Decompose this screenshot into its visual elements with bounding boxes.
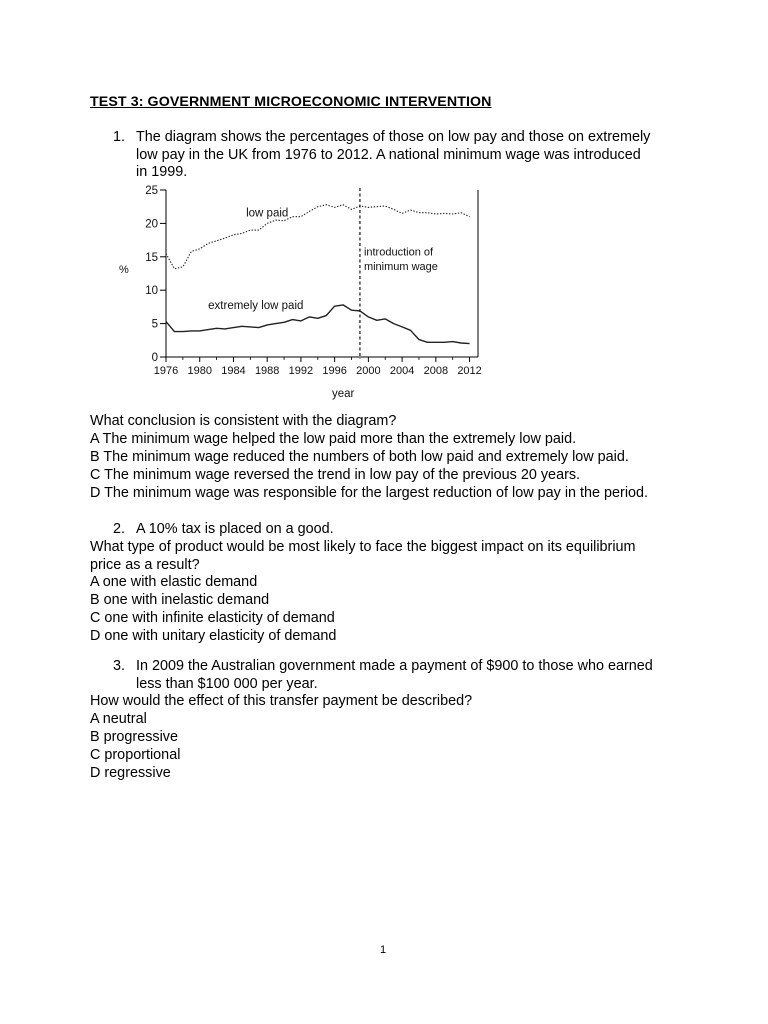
answer-option-a: A The minimum wage helped the low paid more than the extremely low paid. (90, 431, 577, 447)
question-prompt: price as a result? (90, 557, 200, 573)
series-label-extremely-low-paid: extremely low paid (208, 299, 304, 312)
annotation-label: minimum wage (363, 261, 438, 274)
question-prompt: What conclusion is consistent with the diagram? (90, 413, 397, 429)
x-tick-label: 1996 (322, 365, 347, 377)
x-tick-label: 1988 (254, 365, 280, 377)
answer-option-b: B The minimum wage reduced the numbers of both low paid and extremely low paid. (90, 449, 629, 465)
question-text-line: A 10% tax is placed on a good. (136, 521, 334, 537)
y-axis-label: % (119, 263, 129, 276)
question-text-line: The diagram shows the percentages of those on low pay and those on extremely (136, 129, 651, 145)
x-tick-label: 2000 (356, 365, 381, 377)
question-number: 3. (113, 658, 126, 674)
answer-option-a: A one with elastic demand (90, 574, 258, 590)
annotation-label: introduction of (363, 246, 434, 259)
question-text-line: low pay in the UK from 1976 to 2012. A national minimum wage was introduced (136, 146, 641, 163)
x-tick-label: 1984 (221, 365, 246, 377)
answer-option-b: B progressive (90, 729, 178, 745)
question-number: 2. (113, 521, 126, 537)
x-tick-label: 1976 (153, 365, 179, 377)
y-tick-label: 20 (145, 218, 158, 231)
answer-option-a: A neutral (90, 711, 147, 727)
answer-option-c: C one with infinite elasticity of demand (90, 610, 335, 626)
x-axis-label: year (332, 388, 355, 400)
question-number: 1. (113, 129, 126, 145)
answer-option-c: C The minimum wage reversed the trend in low pay of the previous 20 years. (90, 467, 581, 483)
chart-series (166, 205, 470, 344)
question-text-line: In 2009 the Australian government made a payment of $900 to those who earned (136, 658, 653, 674)
x-tick-label: 2008 (423, 365, 449, 377)
y-tick-label: 0 (151, 352, 158, 364)
series-line-low-paid (166, 205, 470, 269)
question-prompt: What type of product would be most likely to face the biggest impact on its equilibrium (90, 539, 636, 555)
x-tick-label: 1980 (187, 365, 212, 377)
answer-option-c: C proportional (90, 747, 181, 763)
answer-option-d: D regressive (90, 765, 171, 781)
x-tick-label: 1992 (288, 365, 314, 377)
y-tick-label: 10 (145, 285, 158, 298)
question-prompt: How would the effect of this transfer payment be described? (90, 693, 473, 709)
y-tick-label: 5 (151, 318, 158, 331)
question-text-line: in 1999. (136, 164, 188, 181)
x-tick-label: 2004 (389, 365, 415, 377)
low-pay-chart (100, 180, 500, 402)
answer-option-b: B one with inelastic demand (90, 592, 270, 608)
series-label-low-paid: low paid (246, 207, 289, 220)
chart-axes (166, 190, 478, 357)
page-number: 1 (380, 944, 387, 956)
y-tick-label: 15 (145, 251, 158, 264)
x-tick-label: 2012 (457, 365, 482, 377)
y-tick-label: 25 (145, 185, 158, 197)
question-text-line: less than $100 000 per year. (136, 675, 318, 692)
page-title: TEST 3: GOVERNMENT MICROECONOMIC INTERVENTION (90, 94, 492, 110)
answer-option-d: D The minimum wage was responsible for the largest reduction of low pay in the period. (90, 485, 649, 501)
answer-option-d: D one with unitary elasticity of demand (90, 628, 337, 644)
